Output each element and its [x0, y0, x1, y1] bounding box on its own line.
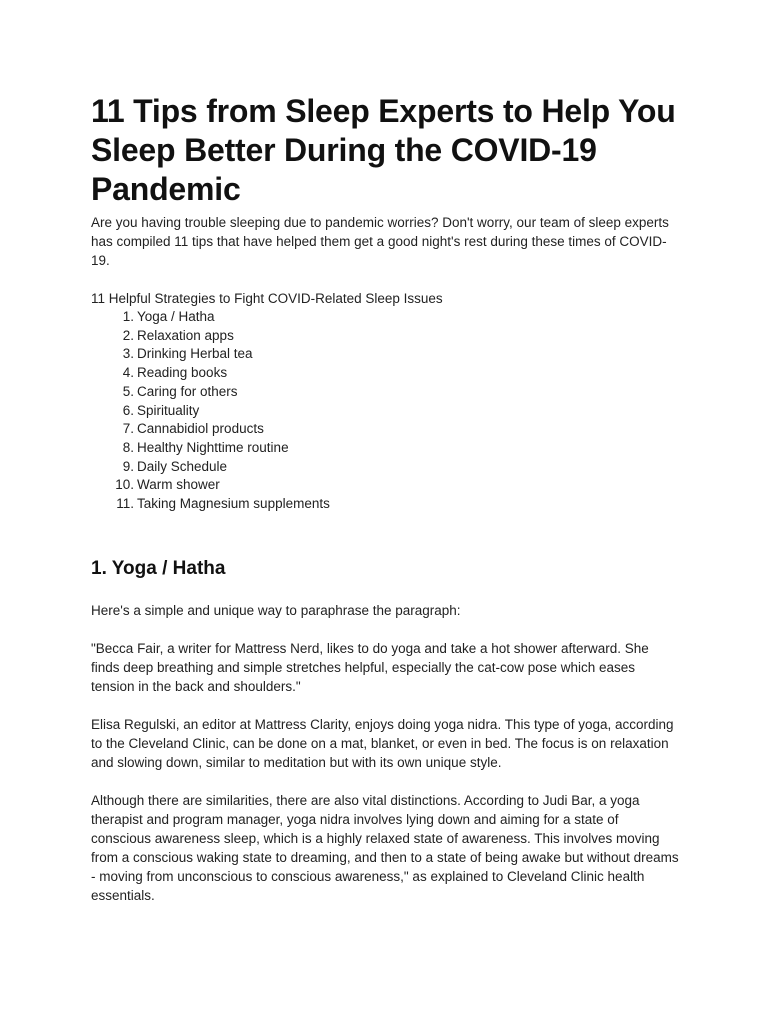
list-item-number: 8.	[122, 439, 134, 455]
list-item-number: 2.	[122, 327, 134, 343]
list-item-text: Spirituality	[137, 402, 200, 418]
strategies-heading: 11 Helpful Strategies to Fight COVID-Related Sleep Issues	[91, 291, 443, 306]
list-item	[91, 364, 681, 383]
body-paragraph: Elisa Regulski, an editor at Mattress Clarity, enjoys doing yoga nidra. This type of yoga, according to the Cleveland Clinic, can be done on a mat, blanket, or even in bed. The focus is on relaxation and slowing down, similar to meditation but with its own unique style.	[91, 716, 674, 770]
list-item-number: 4.	[122, 365, 134, 381]
section-title: 1. Yoga / Hatha	[91, 557, 226, 579]
list-item-text: Drinking Herbal tea	[137, 346, 253, 362]
list-item-text: Reading books	[137, 365, 228, 381]
list-item-number: 3.	[122, 346, 134, 362]
list-item	[91, 420, 681, 439]
body-paragraph: Although there are similarities, there are also vital distinctions. According to Judi Bar, a yoga therapist and program manager, yoga nidra involves lying down and aiming for a state of conscious awareness sleep, which is a highly relaxed state of awareness. This involves moving from a conscious waking state to dreaming, and then to a state of being awake but without dreams - moving from unconscious to conscious awareness," as explained to Cleveland Clinic health essentials.	[91, 792, 679, 903]
list-item-text: Relaxation apps	[137, 327, 234, 343]
list-item-text: Healthy Nighttime routine	[137, 439, 289, 455]
body-paragraph: "Becca Fair, a writer for Mattress Nerd, likes to do yoga and take a hot shower afterward. She finds deep breathing and simple stretches helpful, especially the cat-cow pose which eases tension in the back and shoulders."	[91, 640, 649, 694]
list-item-number: 6.	[122, 402, 134, 418]
list-item-text: Caring for others	[137, 383, 238, 399]
list-item	[91, 439, 681, 458]
list-item	[91, 458, 681, 477]
list-item	[91, 476, 681, 495]
list-item-text: Daily Schedule	[137, 458, 228, 474]
list-item-text: Yoga / Hatha	[137, 309, 215, 324]
list-item	[91, 345, 681, 364]
list-item-number: 7.	[122, 421, 134, 437]
list-item-number: 1.	[122, 309, 134, 324]
list-item-number: 10.	[115, 477, 134, 493]
list-item	[91, 327, 681, 346]
list-item	[91, 383, 681, 402]
list-item-text: Cannabidiol products	[137, 421, 264, 437]
list-item-text: Warm shower	[137, 477, 220, 493]
list-item	[91, 308, 681, 327]
list-item-text: Taking Magnesium supplements	[137, 496, 330, 512]
list-item-number: 11.	[116, 496, 134, 512]
body-paragraph: Here's a simple and unique way to paraphrase the paragraph:	[91, 602, 461, 618]
document-page	[91, 92, 681, 905]
document-title: 11 Tips from Sleep Experts to Help You Sleep Better During the COVID-19 Pandemic	[91, 93, 676, 207]
list-item-number: 9.	[122, 458, 134, 474]
list-item-number: 5.	[122, 383, 134, 399]
list-item	[91, 495, 681, 514]
intro-paragraph: Are you having trouble sleeping due to pandemic worries? Don't worry, our team of sleep experts has compiled 11 tips that have helped them get a good night's rest during these times of COVID-19.	[91, 215, 669, 268]
strategy-list	[91, 308, 681, 514]
list-item	[91, 402, 681, 421]
